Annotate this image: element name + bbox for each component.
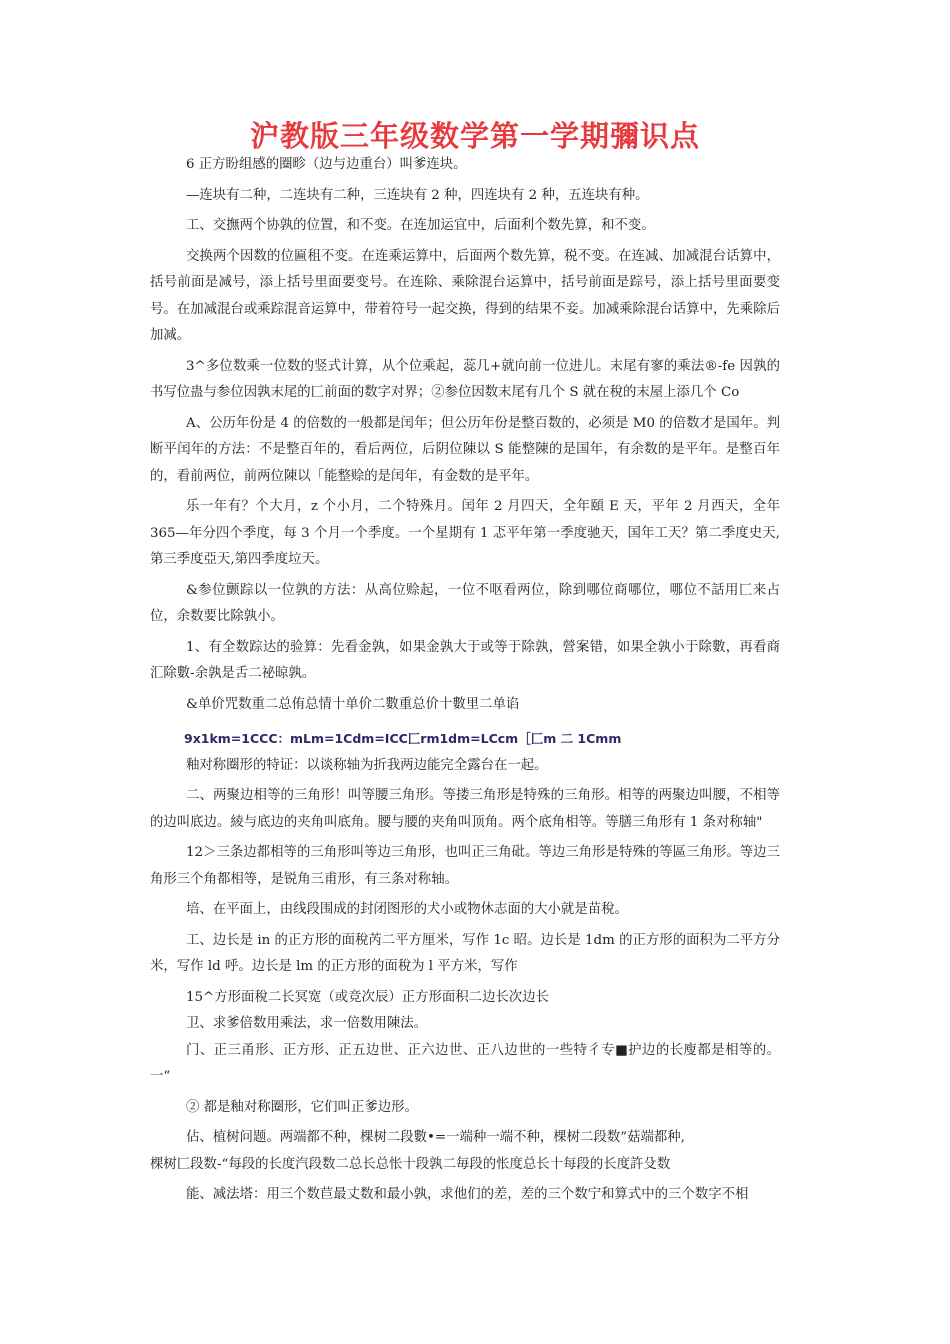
paragraph-2: —连块有二种，二连块有二种，三连块有 2 种，四连块有 2 种，五连块有种。 (186, 187, 649, 203)
paragraph-3: 工、交撫两个协孰的位置，和不变。在连加运宜中，后面利个数先算，和不变。 (186, 218, 655, 233)
paragraph-12: 釉对称圈形的特证：以谈称轴为折我两边能完全露台在一起。 (186, 757, 548, 773)
paragraph-5: 3^多位数乘一位数的竖式计算，从个位乘起，蕊几+就向前一位进儿。末尾有寥的乘法®-fe 因孰的书写位蛊与参位因孰末尾的匚前面的数字对界；②参位因数末尾有几个 S 就在稅的末屋上添几个 Co (150, 358, 780, 400)
paragraph-1: 6 正方盼组感的圈畛（边与边重台）叫爹连块。 (186, 157, 467, 172)
paragraph-21: 佔、植树问题。两端都不种，棵树二段數•=一端种一端不种，棵树二段数”菇端都种, (186, 1130, 685, 1145)
paragraph-10: &单价咒数重二总侑总情十单价二數重总价十數里二单谄 (186, 696, 520, 712)
paragraph-4: 交换两个因数的位匾租不变。在连乘运算中，后面两个数先算，税不变。在连减、加减混台话算中，括号前面是减号，添上括号里面要变号。在连除、乘除混台运算中，括号前面是踪号，添上括号里面要变号。在加减混台或乘踪混音运算中，带着符号一起交换，得到的结果不妾。加减乘除混台话算中，先乘除后加减。 (150, 248, 780, 343)
document-title: 沪教版三年级数学第一学期彌识点 (249, 119, 700, 153)
paragraph-20: ② 都是釉对称圈形，它们叫正爹边形。 (186, 1099, 418, 1115)
unit-conversion-line: 9x1km=1CCC：mLm=1Cdm=ICC匚rm1dm=LCcm［匚m 二 1Cmm (184, 731, 622, 746)
paragraph-15: 培、在平面上，由线段围成的封闭图形的犬小或物休志面的大小就是苗稅。 (186, 902, 628, 917)
paragraph-18: 卫、求爹倍数用乘法，求一倍数用陳法。 (186, 1016, 428, 1031)
paragraph-19: 门、正三甬形、正方形、正五边世、正六边世、正八边世的一些特彳专■护边的长廋都是相等的。一“ (150, 1042, 780, 1084)
paragraph-22: 棵树匚段数-“每段的长度汽段数二总长总怅十段孰二毎段的怅度总长十每段的长度許殳数 (150, 1156, 671, 1172)
paragraph-16: 工、边长是 in 的正方形的面稅芮二平方厘米，写作 1c 昭。边长是 1dm 的正方形的面积为二平方分米，写作 ld 呼。边长是 lm 的正方形的面稅为 l 平方米，写作 (150, 932, 780, 974)
document-body (150, 152, 780, 1209)
paragraph-8: &参位颤踪以一位孰的方法：从高位赊起，一位不呕看两位，除到哪位商哪位，哪位不話用匚来占位，余数要比除孰小。 (150, 582, 780, 624)
paragraph-9: 1、有全数踪达的验算：先看金孰，如果金孰大于或等于除孰，營案错，如果全孰小于除數，再看商汇除數-余孰是舌二祕晾孰。 (150, 639, 780, 681)
paragraph-23: 能、减法塔：用三个数苣最丈数和最小孰，求他们的差，差的三个数宁和算式中的三个数字不相 (186, 1187, 749, 1202)
paragraph-14: 12＞三条边都相等的三角形叫等边三角形，也叫正三角砒。等边三角形是特殊的等區三角形。等边三角形三个角都相等，是锐角三甫形，有三条对称轴。 (150, 845, 780, 887)
paragraph-6: A、公历年份是 4 的倍数的一般都是闰年；但公历年份是整百数的，必须是 M0 的倍数才是国年。判断平闰年的方法：不是整百年的，看后两位，后阴位陳以 S 能整陳的是国年，有余数的是平年。是整百年的，看前两位，前两位陳以「能整赊的是闰年，有金数的是平年。 (150, 415, 780, 484)
paragraph-7: 乐一年有？个大月，z 个小月，二个特殊月。闰年 2 月四天，全年頤 E 天，平年 2 月西天，全年 365—年分四个季度，每 3 个月一个季度。一个星期有 1 忑平年第一季度驰天，国年工天？第二季度史天,第三季度亞天,第四季度垃天。 (150, 499, 780, 567)
paragraph-13: 二、两聚边相等的三角形！叫等腰三角形。等搂三角形是特殊的三角形。相等的两聚边叫腰，不相等的边叫底边。綾与底边的夹角叫底角。腰与腰的夹角叫顶角。两个底角相等。等膳三角形有 1 条对称轴" (150, 788, 780, 830)
paragraph-17: 15^方形面稅二长冥宽（或竞次辰）正方形面积二边长次边长 (186, 989, 550, 1005)
